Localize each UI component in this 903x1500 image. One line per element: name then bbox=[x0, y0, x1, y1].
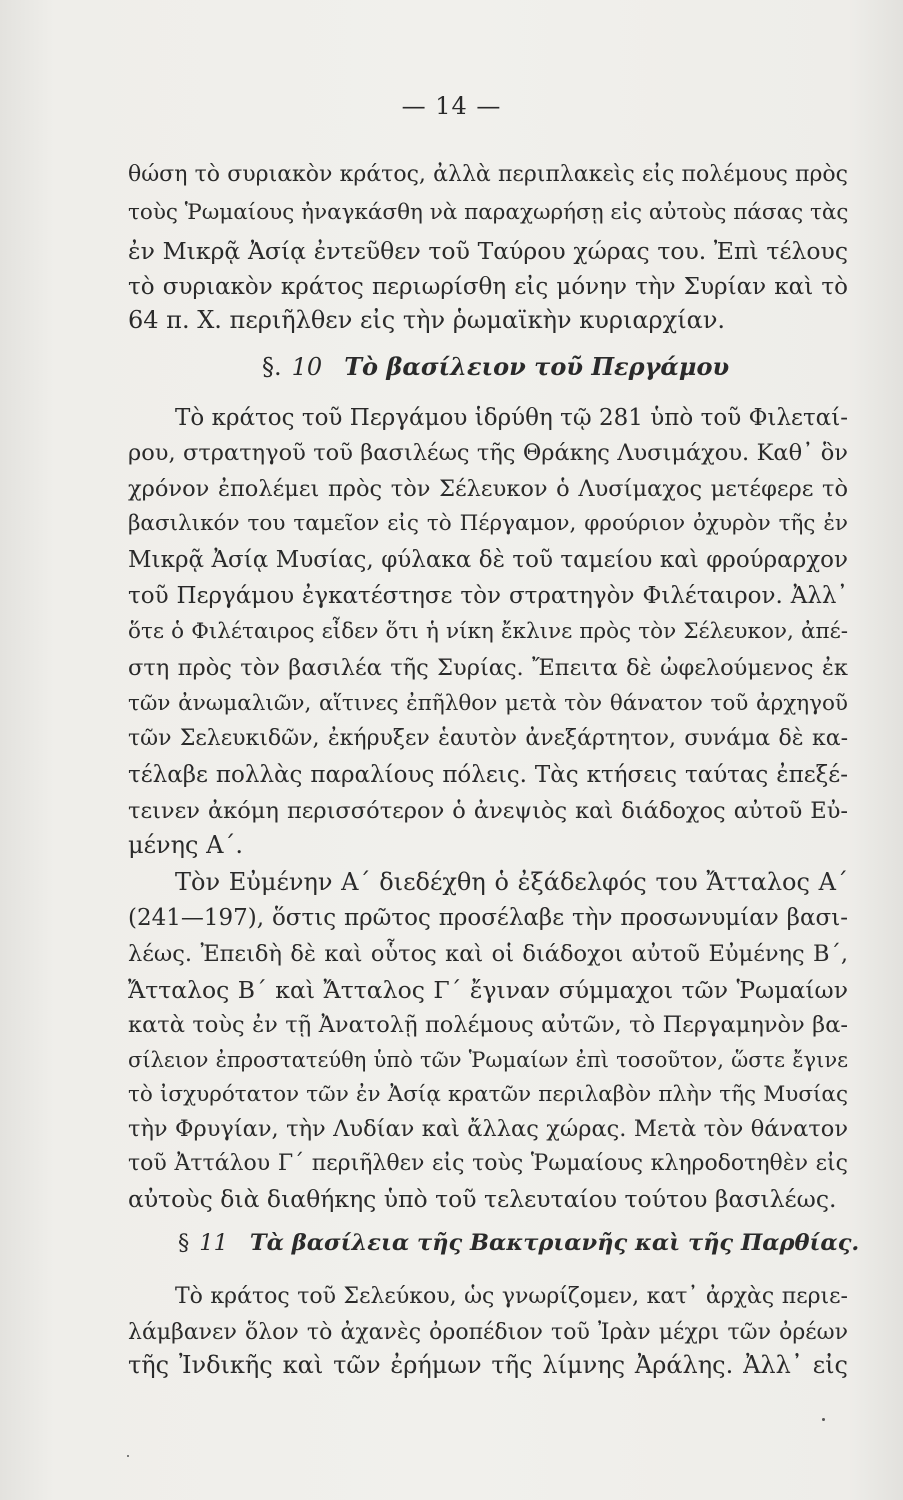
text-line: Τὸ κράτος τοῦ Σελεύκου, ὡς γνωρίζομεν, κατ᾽ ἀρχὰς περιε- bbox=[175, 1284, 848, 1309]
text-line: τῶν ἀνωμαλιῶν, αἵτινες ἐπῆλθον μετὰ τὸν θάνατον τοῦ ἀρχηγοῦ bbox=[128, 691, 848, 716]
text-line: τὸ συριακὸν κράτος περιωρίσθη εἰς μόνην τὴν Συρίαν καὶ τὸ bbox=[128, 274, 848, 300]
text-line: Τὸ κράτος τοῦ Περγάμου ἱδρύθη τῷ 281 ὑπὸ τοῦ Φιλεταί- bbox=[175, 405, 848, 431]
text-line: 64 π. Χ. περιῆλθεν εἰς τὴν ῥωμαϊκὴν κυριαρχίαν. bbox=[128, 306, 726, 334]
print-speck bbox=[822, 1418, 825, 1421]
text-line: τῶν Σελευκιδῶν, ἐκήρυξεν ἑαυτὸν ἀνεξάρτητον, συνάμα δὲ κα- bbox=[128, 726, 848, 751]
text-line: κατὰ τοὺς ἐν τῇ Ἀνατολῇ πολέμους αὐτῶν, τὸ Περγαμηνὸν βα- bbox=[128, 1012, 848, 1038]
text-line: τὴν Φρυγίαν, τὴν Λυδίαν καὶ ἄλλας χώρας. Μετὰ τὸν θάνατον bbox=[128, 1116, 848, 1142]
page-number: — 14 — bbox=[401, 92, 502, 120]
text-line: τὸ ἰσχυρότατον τῶν ἐν Ἀσίᾳ κρατῶν περιλαβὸν πλὴν τῆς Μυσίας bbox=[128, 1082, 848, 1107]
text-line: τεινεν ἀκόμη περισσότερον ὁ ἀνεψιὸς καὶ διάδοχος αὐτοῦ Εὐ- bbox=[128, 798, 848, 824]
text-line: σίλειον ἐπροστατεύθη ὑπὸ τῶν Ῥωμαίων ἐπὶ τοσοῦτον, ὥστε ἔγινε bbox=[128, 1048, 848, 1072]
text-line: (241—197), ὅστις πρῶτος προσέλαβε τὴν προσωνυμίαν βασι- bbox=[128, 905, 848, 931]
text-line: Τὸν Εὐμένην Α΄ διεδέχθη ὁ ἐξάδελφός του Ἄτταλος Α΄ bbox=[175, 868, 848, 896]
section-number: 11 bbox=[199, 1230, 228, 1256]
text-line: ρου, στρατηγοῦ τοῦ βασιλέως τῆς Θράκης Λυσιμάχου. Καθ᾽ ὃν bbox=[128, 440, 848, 466]
section-10-heading bbox=[262, 352, 729, 381]
text-line: τοὺς Ῥωμαίους ἠναγκάσθη νὰ παραχωρήσῃ εἰς αὐτοὺς πάσας τὰς bbox=[128, 200, 849, 225]
text-line: Μικρᾷ Ἀσίᾳ Μυσίας, φύλακα δὲ τοῦ ταμείου καὶ φρούραρχον bbox=[128, 547, 848, 573]
section-11-heading bbox=[178, 1230, 859, 1256]
print-speck bbox=[127, 1455, 129, 1457]
section-title: Τὰ βασίλεια τῆς Βακτριανῆς καὶ τῆς Παρθίας. bbox=[249, 1230, 860, 1256]
text-line: τέλαβε πολλὰς παραλίους πόλεις. Τὰς κτήσεις ταύτας ἐπεξέ- bbox=[128, 762, 848, 788]
text-line: στη πρὸς τὸν βασιλέα τῆς Συρίας. Ἔπειτα δὲ ὠφελούμενος ἐκ bbox=[128, 655, 848, 681]
text-line: μένης Α΄. bbox=[128, 831, 244, 859]
text-line: χρόνον ἐπολέμει πρὸς τὸν Σέλευκον ὁ Λυσίμαχος μετέφερε τὸ bbox=[128, 476, 848, 502]
text-line: τοῦ Ἀττάλου Γ΄ περιῆλθεν εἰς τοὺς Ῥωμαίους κληροδοτηθὲν εἰς bbox=[128, 1151, 848, 1176]
text-line: λάμβανεν ὅλον τὸ ἀχανὲς ὀροπέδιον τοῦ Ἰρὰν μέχρι τῶν ὀρέων bbox=[128, 1320, 848, 1345]
text-line: λέως. Ἐπειδὴ δὲ καὶ οὗτος καὶ οἱ διάδοχοι αὐτοῦ Εὐμένης Β΄, bbox=[128, 941, 848, 967]
text-line: θώση τὸ συριακὸν κράτος, ἀλλὰ περιπλακεὶς εἰς πολέμους πρὸς bbox=[128, 162, 848, 187]
text-line: τοῦ Περγάμου ἐγκατέστησε τὸν στρατηγὸν Φιλέταιρον. Ἀλλ᾽ bbox=[128, 583, 848, 609]
text-line: τῆς Ἰνδικῆς καὶ τῶν ἐρήμων τῆς λίμνης Ἀράλης. Ἀλλ᾽ εἰς bbox=[128, 1351, 848, 1379]
text-line: αὐτοὺς διὰ διαθήκης ὑπὸ τοῦ τελευταίου τούτου βασιλέως. bbox=[128, 1185, 837, 1213]
text-line: βασιλικόν του ταμεῖον εἰς τὸ Πέργαμον, φρούριον ὀχυρὸν τῆς ἐν bbox=[128, 511, 848, 536]
section-title: Τὸ βασίλειον τοῦ Περγάμου bbox=[344, 352, 730, 381]
text-line: ἐν Μικρᾷ Ἀσίᾳ ἐντεῦθεν τοῦ Ταύρου χώρας του. Ἐπὶ τέλους bbox=[128, 237, 848, 265]
section-number: 10 bbox=[291, 353, 323, 381]
text-line: Ἄτταλος Β΄ καὶ Ἄτταλος Γ΄ ἔγιναν σύμμαχοι τῶν Ῥωμαίων bbox=[128, 976, 848, 1004]
section-mark: §. bbox=[262, 353, 282, 381]
text-line: ὅτε ὁ Φιλέταιρος εἶδεν ὅτι ἡ νίκη ἔκλινε πρὸς τὸν Σέλευκον, ἀπέ- bbox=[128, 619, 848, 644]
section-mark: § bbox=[178, 1230, 190, 1256]
